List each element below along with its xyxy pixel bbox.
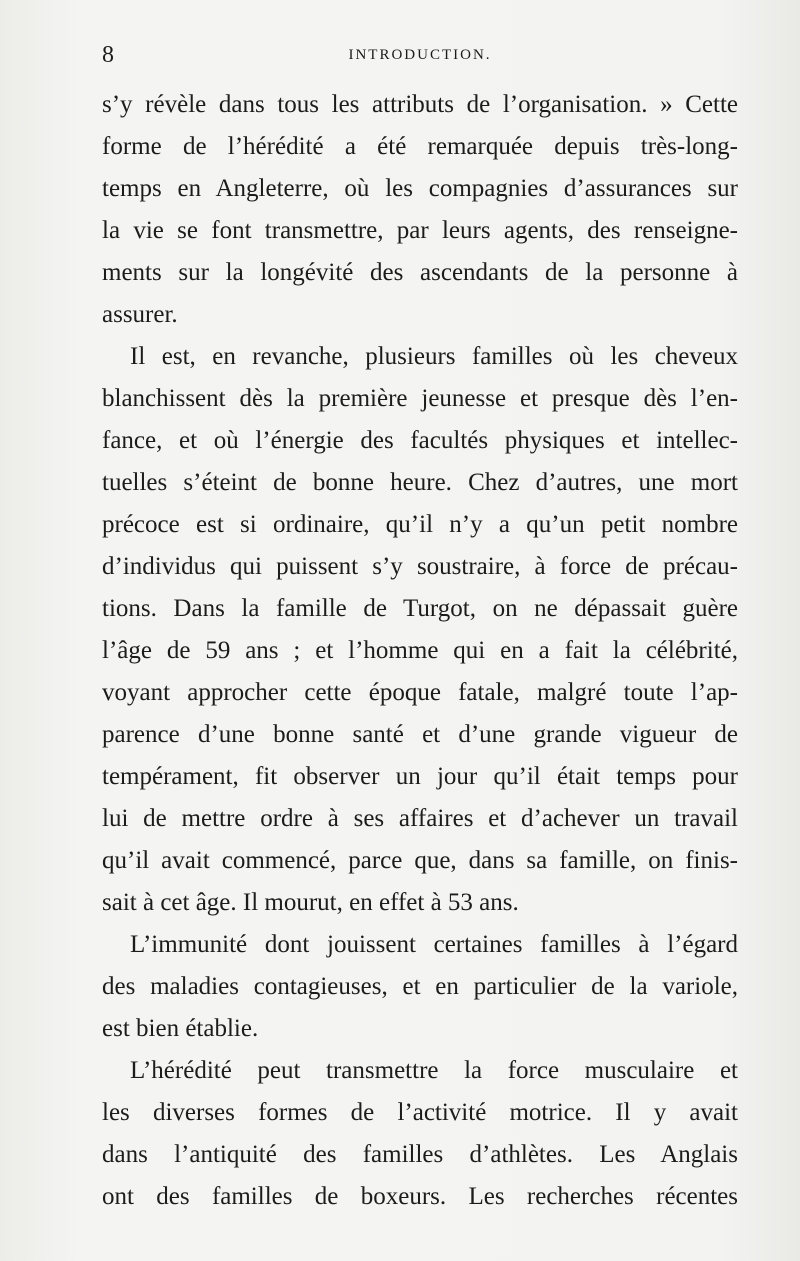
text-line: l’âge de 59 ans ; et l’homme qui en a fait la célébrité, (102, 637, 738, 664)
text-line: s’y révèle dans tous les attributs de l’organisation. » Cette (102, 91, 738, 118)
text-line: précoce est si ordinaire, qu’il n’y a qu’un petit nombre (102, 511, 738, 538)
page-header (102, 40, 738, 74)
text-line: tempérament, fit observer un jour qu’il était temps pour (102, 763, 738, 790)
text-line: est bien établie. (102, 1015, 259, 1042)
text-line: les diverses formes de l’activité motrice. Il y avait (102, 1099, 738, 1126)
text-line: lui de mettre ordre à ses affaires et d’achever un travail (102, 805, 738, 832)
text-line: la vie se font transmettre, par leurs agents, des renseigne- (102, 217, 738, 244)
body-text (102, 84, 738, 1218)
text-line: assurer. (102, 301, 178, 328)
text-line: sait à cet âge. Il mourut, en effet à 53 ans. (102, 889, 519, 916)
text-line: dans l’antiquité des familles d’athlètes. Les Anglais (102, 1141, 738, 1168)
text-line: fance, et où l’énergie des facultés physiques et intellec- (102, 427, 738, 454)
paragraph (102, 84, 738, 336)
text-line: tions. Dans la famille de Turgot, on ne dépassait guère (102, 595, 738, 622)
text-line: tuelles s’éteint de bonne heure. Chez d’autres, une mort (102, 469, 738, 496)
text-line: ments sur la longévité des ascendants de la personne à (102, 259, 738, 286)
text-line: blanchissent dès la première jeunesse et presque dès l’en- (102, 385, 738, 412)
paragraph (102, 924, 738, 1050)
text-line: qu’il avait commencé, parce que, dans sa famille, on finis- (102, 847, 738, 874)
text-line: temps en Angleterre, où les compagnies d’assurances sur (102, 175, 738, 202)
text-line: L’hérédité peut transmettre la force musculaire et (130, 1057, 738, 1084)
running-title: INTRODUCTION. (348, 47, 492, 63)
text-line: parence d’une bonne santé et d’une grande vigueur de (102, 721, 738, 748)
text-line: des maladies contagieuses, et en particulier de la variole, (102, 973, 738, 1000)
text-line: ont des familles de boxeurs. Les recherches récentes (102, 1183, 738, 1210)
paragraph (102, 1050, 738, 1218)
text-line: d’individus qui puissent s’y soustraire, à force de précau- (102, 553, 738, 580)
paragraph (102, 336, 738, 924)
page-number: 8 (102, 42, 114, 68)
text-line: Il est, en revanche, plusieurs familles où les cheveux (130, 343, 738, 370)
text-line: voyant approcher cette époque fatale, malgré toute l’ap- (102, 679, 738, 706)
text-line: forme de l’hérédité a été remarquée depuis très-long- (102, 133, 738, 160)
text-line: L’immunité dont jouissent certaines familles à l’égard (130, 931, 738, 958)
